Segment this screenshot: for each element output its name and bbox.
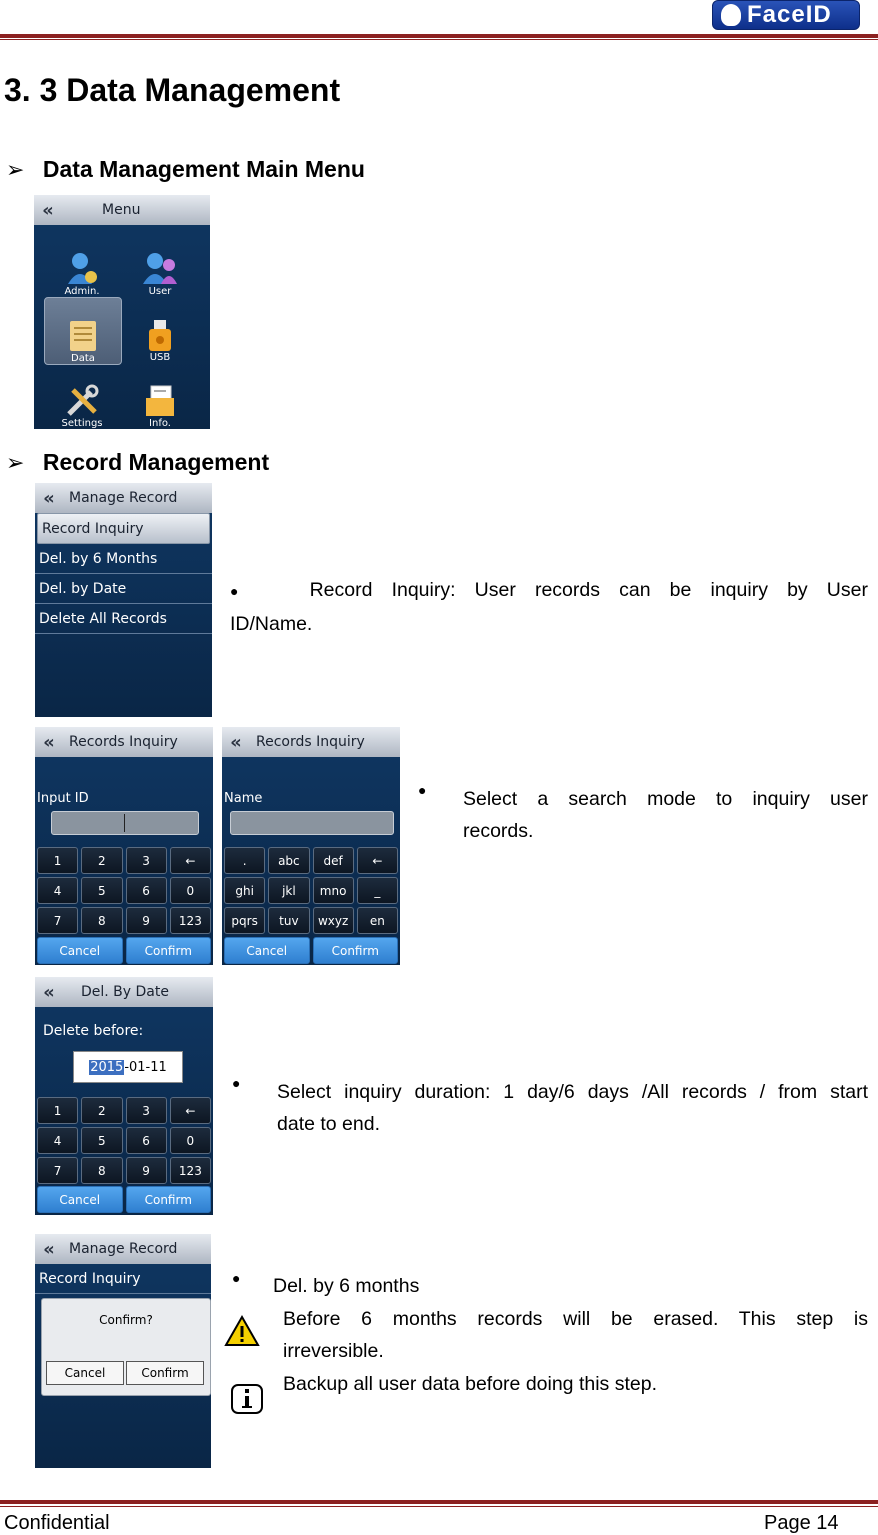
keypad-key[interactable]: 0 [170,877,211,904]
back-icon[interactable]: « [43,731,55,753]
keypad-key[interactable]: 1 [37,1097,78,1124]
keypad-key[interactable]: ← [170,847,211,874]
keypad-key[interactable]: 8 [81,907,122,934]
menu-item-label: USB [149,352,171,363]
cancel-button[interactable]: Cancel [224,937,310,964]
confirm-dialog [41,1298,211,1396]
keypad-key[interactable]: 4 [37,1127,78,1154]
screen-title-bar [34,195,210,225]
keypad-key[interactable]: 8 [81,1157,122,1184]
records-inquiry-id-screen [35,727,213,965]
cancel-button[interactable]: Cancel [37,1186,123,1213]
menu-row-del-by-date[interactable] [35,574,212,604]
keypad-key[interactable]: def [313,847,354,874]
warning-icon [224,1314,260,1348]
subsection-title: Data Management Main Menu [42,156,365,182]
cancel-button[interactable]: Cancel [46,1361,124,1385]
back-icon[interactable]: « [43,1238,55,1260]
screen-title: Records Inquiry [69,734,178,750]
face-logo-icon [721,4,741,26]
screen-title: Records Inquiry [256,734,365,750]
keypad-key[interactable]: ghi [224,877,265,904]
header-rule-thin [0,39,878,40]
field-label: Delete before: [43,1023,144,1039]
keypad-key[interactable]: 9 [126,907,167,934]
arrow-bullet-icon: ➢ [6,450,25,475]
keypad-key[interactable]: 123 [170,907,211,934]
confirm-button[interactable]: Confirm [313,937,399,964]
menu-item-admin[interactable] [44,231,120,297]
bullet-icon: ● [232,1075,241,1091]
note-text: Record Inquiry: User records can be inquiry by User [309,579,868,601]
menu-row-record-inquiry[interactable] [35,1264,211,1294]
keypad-key[interactable]: 3 [126,1097,167,1124]
info-line: Backup all user data before doing this step. [283,1373,657,1395]
del6-title: Del. by 6 months [273,1275,420,1297]
bullet-icon: ● [418,782,427,798]
keypad-key[interactable]: ← [170,1097,211,1124]
record-inquiry-line1 [230,574,868,608]
field-label: Name [224,791,263,806]
confirm-button[interactable]: Confirm [126,937,212,964]
search-mode-line1: Select a search mode to inquiry user [463,788,868,810]
keypad-key[interactable]: 2 [81,1097,122,1124]
action-bar [224,937,398,964]
screen-title-bar [35,977,213,1007]
menu-item-label: Admin. [64,286,100,297]
screen-title-bar [35,1234,211,1264]
keypad-key[interactable]: pqrs [224,907,265,934]
keypad-key[interactable]: 7 [37,1157,78,1184]
confirm-screen [35,1234,211,1468]
records-inquiry-name-screen [222,727,400,965]
menu-item-usb[interactable] [122,297,198,363]
screen-title-bar [35,483,212,513]
warning-line1: Before 6 months records will be erased. This step is [283,1308,868,1330]
menu-row-label: Delete All Records [39,610,167,627]
keypad [37,1097,211,1184]
back-icon[interactable]: « [43,487,55,509]
keypad-key[interactable]: 6 [126,877,167,904]
dialog-title: Confirm? [99,1313,153,1327]
menu-row-delete-all[interactable] [35,604,212,634]
menu-item-label: User [148,286,172,297]
keypad-key[interactable]: abc [268,847,309,874]
screen-title: Menu [102,202,141,218]
action-bar [37,937,211,964]
menu-row-record-inquiry[interactable] [37,513,210,544]
confirm-button[interactable]: Confirm [126,1361,204,1385]
date-rest: -01-11 [124,1059,167,1075]
text-cursor [124,814,125,832]
name-input[interactable] [230,811,394,835]
subsection-record-mgmt [6,449,269,476]
logo-text: FaceID [747,1,832,28]
keypad-key[interactable]: 5 [81,1127,122,1154]
manage-record-screen [35,483,212,717]
record-inquiry-line2: ID/Name. [230,613,313,635]
keypad-key[interactable]: . [224,847,265,874]
usb-icon [145,318,175,352]
footer-page-number: Page 14 [764,1512,839,1534]
section-title: 3. 3 Data Management [4,72,341,108]
user-icon [141,252,179,286]
menu-item-data[interactable] [44,297,122,365]
faceid-logo [712,0,860,30]
header-rule [0,34,878,38]
keypad-key[interactable]: 9 [126,1157,167,1184]
keypad-key[interactable]: 3 [126,847,167,874]
keypad-key[interactable]: 7 [37,907,78,934]
screen-title: Del. By Date [81,984,169,1000]
duration-line2: date to end. [277,1113,381,1135]
main-menu-screen [34,195,210,429]
info-note-icon [230,1383,264,1415]
search-mode-line2: records. [463,820,534,842]
keypad-key[interactable]: mno [313,877,354,904]
menu-item-label: Info. [149,418,171,429]
back-icon[interactable]: « [230,731,242,753]
menu-row-label: Del. by Date [39,580,127,597]
keypad-key[interactable]: en [357,907,398,934]
screen-title: Manage Record [69,1241,178,1257]
menu-item-settings[interactable] [44,363,120,429]
cancel-button[interactable]: Cancel [37,937,123,964]
keypad [37,847,211,934]
subsection-main-menu [6,156,365,183]
duration-line1: Select inquiry duration: 1 day/6 days /All records / from start [277,1081,868,1103]
keypad-key[interactable]: 0 [170,1127,211,1154]
screen-title-bar [35,727,213,757]
menu-item-label: Data [71,353,95,364]
id-input[interactable] [51,811,199,835]
keypad-key[interactable]: 6 [126,1127,167,1154]
footer-confidential: Confidential [4,1512,110,1534]
footer-rule [0,1500,878,1504]
back-icon[interactable]: « [42,199,54,221]
keypad-key[interactable]: 1 [37,847,78,874]
menu-item-user[interactable] [122,231,198,297]
keypad-key[interactable]: ← [357,847,398,874]
confirm-button[interactable]: Confirm [126,1186,212,1213]
menu-row-del-6-months[interactable] [35,544,212,574]
date-year: 2015 [90,1059,124,1075]
keypad-key[interactable]: wxyz [313,907,354,934]
footer-rule-thin [0,1506,878,1507]
keypad-key[interactable]: 123 [170,1157,211,1184]
menu-item-label: Settings [61,418,103,429]
settings-icon [65,384,99,418]
admin-icon [66,252,98,286]
keypad-key[interactable]: 2 [81,847,122,874]
subsection-title: Record Management [42,449,270,475]
date-input[interactable] [73,1051,183,1083]
action-bar [37,1186,211,1213]
bullet-icon: ● [232,1270,241,1286]
menu-row-label: Record Inquiry [42,520,144,537]
keypad [224,847,398,934]
keypad-key[interactable]: _ [357,877,398,904]
menu-row-label: Del. by 6 Months [39,550,158,567]
back-icon[interactable]: « [43,981,55,1003]
menu-item-info[interactable] [122,363,198,429]
screen-title: Manage Record [69,490,178,506]
info-icon [144,384,176,418]
bullet-icon: ● [230,583,253,599]
menu-row-label: Record Inquiry [39,1270,141,1287]
keypad-key[interactable]: 4 [37,877,78,904]
keypad-key[interactable]: jkl [268,877,309,904]
keypad-key[interactable]: tuv [268,907,309,934]
field-label: Input ID [37,791,89,806]
arrow-bullet-icon: ➢ [6,157,25,182]
screen-title-bar [222,727,400,757]
del-by-date-screen [35,977,213,1215]
warning-line2: irreversible. [283,1340,384,1362]
keypad-key[interactable]: 5 [81,877,122,904]
data-icon [67,319,99,353]
